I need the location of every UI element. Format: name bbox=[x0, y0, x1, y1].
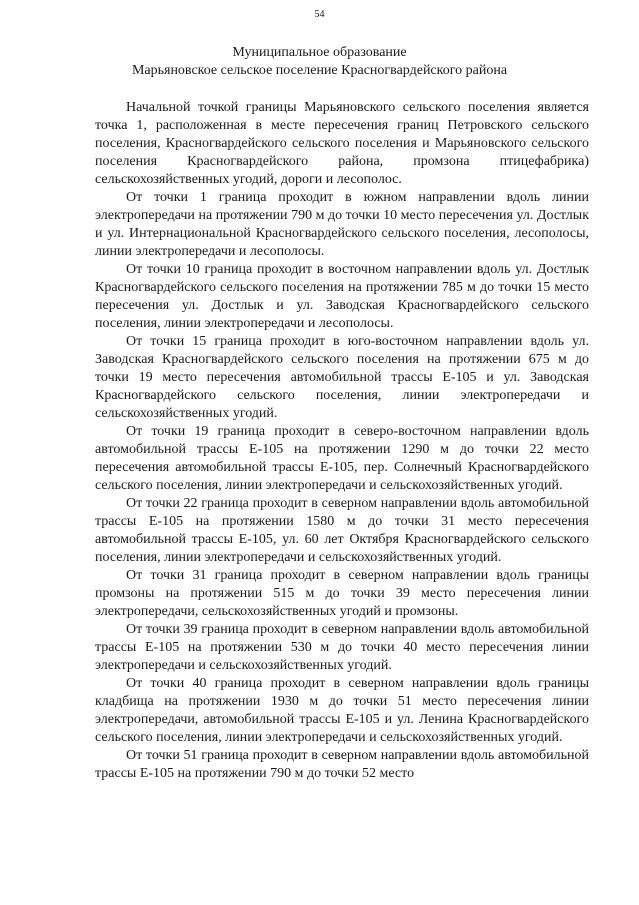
paragraph: От точки 1 граница проходит в южном направлении вдоль линии электропередачи на протяжении 790 м до точки 10 место пересечения ул. Достлык и ул. Интернациональной Красногвардейского сельского поселения, лесополосы, линии электропередачи и лесополосы. bbox=[95, 190, 589, 259]
document-header bbox=[0, 44, 639, 80]
paragraph: Начальной точкой границы Марьяновского сельского поселения является точка 1, расположенная в месте пересечения границ Петровского сельского поселения, Красногвардейского сельского поселения и Марьяновского сельского поселения Красногвардейского района, промзона птицефабрика) сельскохозяйственных угодий, дороги и лесополос. bbox=[95, 100, 589, 187]
paragraph: От точки 39 граница проходит в северном направлении вдоль автомобильной трассы Е-105 на протяжении 530 м до точки 40 место пересечения линии электропередачи и сельскохозяйственных угодий. bbox=[95, 622, 589, 673]
page-number: 54 bbox=[314, 9, 325, 20]
paragraph: От точки 31 граница проходит в северном направлении вдоль границы промзоны на протяжении 515 м до точки 39 место пересечения линии электропередачи, сельскохозяйственных угодий и промзоны. bbox=[95, 568, 589, 619]
paragraph: От точки 51 граница проходит в северном направлении вдоль автомобильной трассы Е-105 на протяжении 790 м до точки 52 место bbox=[95, 748, 589, 781]
header-line-municipality: Муниципальное образование bbox=[232, 45, 407, 60]
header-line-settlement: Марьяновское сельское поселение Красногвардейского района bbox=[131, 63, 508, 78]
paragraph: От точки 10 граница проходит в восточном направлении вдоль ул. Достлык Красногвардейского сельского поселения на протяжении 785 м до точки 15 место пересечения ул. Достлык и ул. Заводская Красногвардейского сельского поселения, линии электропередачи и лесополосы. bbox=[95, 262, 589, 331]
document-body bbox=[95, 99, 589, 783]
paragraph: От точки 22 граница проходит в северном направлении вдоль автомобильной трассы Е-105 на протяжении 1580 м до точки 31 место пересечения автомобильной трассы Е-105, ул. 60 лет Октября Красногвардейского сельского поселения, линии электропередачи и сельскохозяйственных угодий. bbox=[95, 496, 589, 565]
paragraph: От точки 40 граница проходит в северном направлении вдоль границы кладбища на протяжении 1930 м до точки 51 место пересечения линии электропередачи, автомобильной трассы Е-105 и ул. Ленина Красногвардейского сельского поселения, линии электропередачи и сельскохозяйственных угодий. bbox=[95, 676, 589, 745]
paragraph: От точки 19 граница проходит в северо-восточном направлении вдоль автомобильной трассы Е-105 на протяжении 1290 м до точки 22 место пересечения автомобильной трассы Е-105, пер. Солнечный Красногвардейского сельского поселения, линии электропередачи и сельскохозяйственных угодий. bbox=[95, 424, 589, 493]
paragraph: От точки 15 граница проходит в юго-восточном направлении вдоль ул. Заводская Красногвардейского сельского поселения на протяжении 675 м до точки 19 место пересечения автомобильной трассы Е-105 и ул. Заводская Красногвардейского сельского поселения, линии электропередачи и сельскохозяйственных угодий. bbox=[95, 334, 589, 421]
